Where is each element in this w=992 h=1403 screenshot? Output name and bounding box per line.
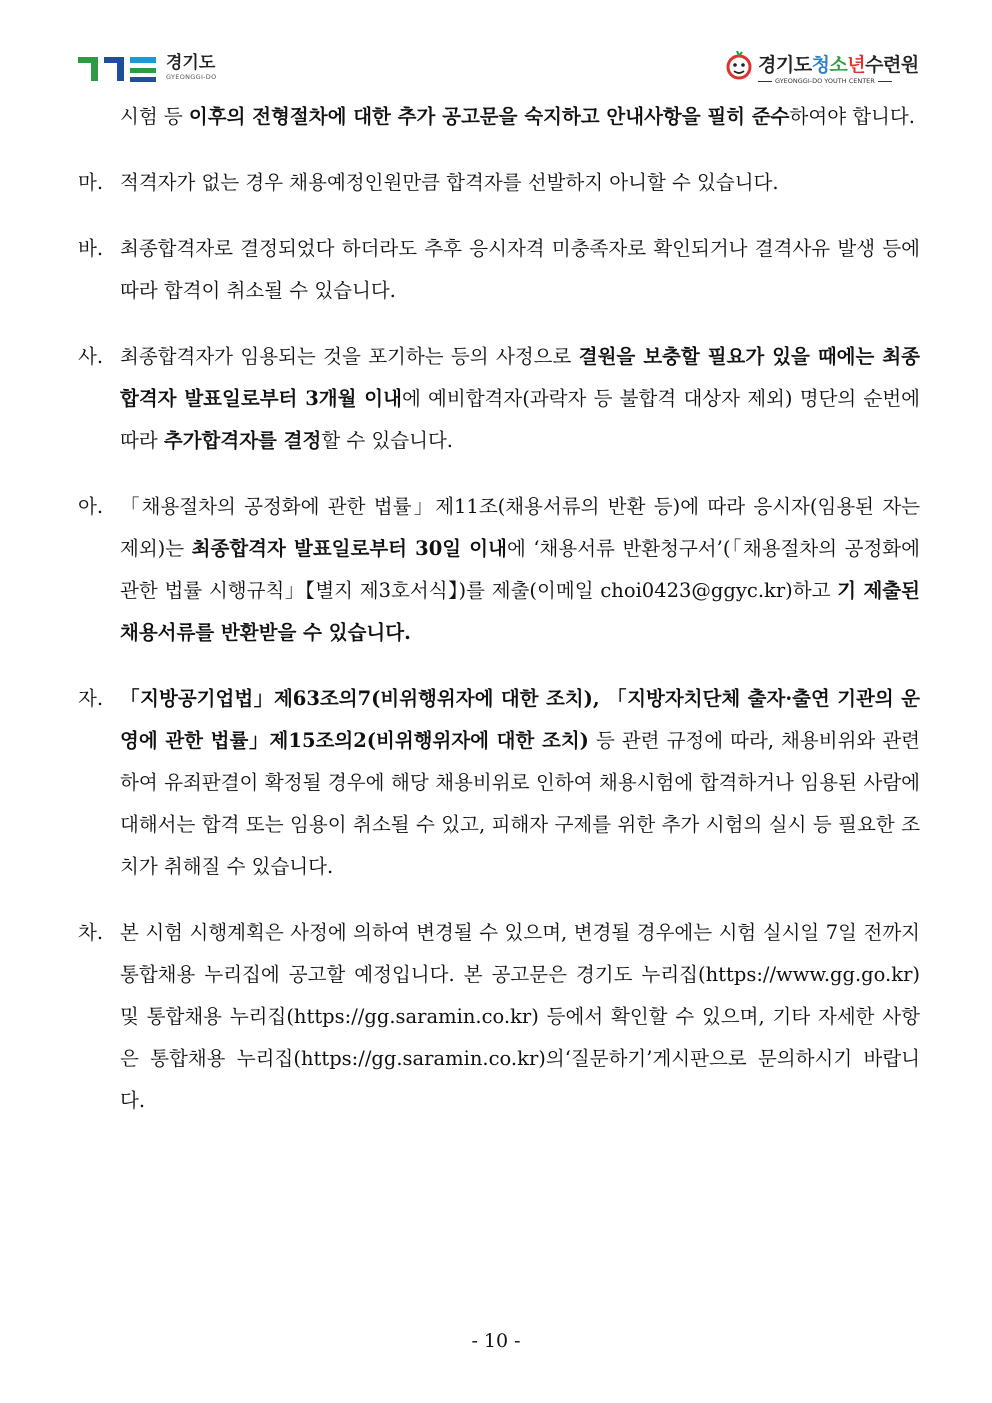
paragraph-ja: 자. 「지방공기업법」제63조의7(비위행위자에 대한 조치), 「지방자치단체 출자·출연 기관의 운영에 관한 법률」제15조의2(비위행위자에 대한 조치) 등 관련 규정에 따라, 채용비위와 관련하여 유죄판결이 확정될 경우에 해당 채용비위로 인하여 채용시험에 합격하거나 임용된 사람에 대해서는 합격 또는 임용이 취소될 수 있고, 피해자 구제를 위한 추가 시험의 실시 등 필요한 조치가 취해질 수 있습니다. — [78, 678, 920, 888]
logo-left-korean: 경기도 — [166, 53, 216, 74]
paragraph-cha: 차. 본 시험 시행계획은 사정에 의하여 변경될 수 있으며, 변경될 경우에는 시험 실시일 7일 전까지 통합채용 누리집에 공고할 예정입니다. 본 공고문은 경기도 누리집(https://www.gg.go.kr) 및 통합채용 누리집(https://gg.saramin.co.kr) 등에서 확인할 수 있으며, 기타 자세한 사항은 통합채용 누리집(https://gg.saramin.co.kr)의‘질문하기’게시판으로 문의하시기 바랍니다. — [78, 912, 920, 1122]
gyeonggido-emblem-icon — [76, 51, 158, 85]
document-body — [78, 96, 920, 1122]
paragraph-sa: 사. 최종합격자가 임용되는 것을 포기하는 등의 사정으로 결원을 보충할 필요가 있을 때에는 최종합격자 발표일로부터 3개월 이내에 예비합격자(과락자 등 불합격 대상자 제외) 명단의 순번에 따라 추가합격자를 결정할 수 있습니다. — [78, 336, 920, 462]
logo-left-english: GYEONGGI-DO — [166, 73, 217, 82]
gyeonggido-logo — [76, 48, 217, 88]
item-label: 바. — [78, 237, 104, 260]
logo-right-korean: 경기도청소년수련원 — [758, 54, 919, 76]
paragraph-ma: 마. 적격자가 없는 경우 채용예정인원만큼 합격자를 선발하지 아니할 수 있습니다. — [78, 162, 920, 204]
paragraph-ba: 바. 최종합격자로 결정되었다 하더라도 추후 응시자격 미충족자로 확인되거나 결격사유 발생 등에 따라 합격이 취소될 수 있습니다. — [78, 228, 920, 312]
item-label: 사. — [78, 345, 104, 368]
item-label: 차. — [78, 921, 104, 944]
item-label: 자. — [78, 687, 104, 710]
youth-center-mark-icon — [724, 50, 754, 82]
page-number: - 10 - — [471, 1330, 521, 1352]
page-header — [0, 0, 992, 95]
paragraph-a: 아. 「채용절차의 공정화에 관한 법률」제11조(채용서류의 반환 등)에 따라 응시자(임용된 자는 제외)는 최종합격자 발표일로부터 30일 이내에 ‘채용서류 반환청구서’(「채용절차의 공정화에 관한 법률 시행규칙」【별지 제3호서식】)를 제출(이메일 choi0423@ggyc.kr)하고 기 제출된 채용서류를 반환받을 수 있습니다. — [78, 486, 920, 654]
youth-center-logo — [724, 48, 924, 92]
item-label: 아. — [78, 495, 104, 518]
paragraph-continuation: 시험 등 이후의 전형절차에 대한 추가 공고문을 숙지하고 안내사항을 필히 준수하여야 합니다. — [120, 105, 915, 128]
item-label: 마. — [78, 171, 104, 194]
logo-right-english: GYEONGGI-DO YOUTH CENTER — [758, 77, 892, 85]
